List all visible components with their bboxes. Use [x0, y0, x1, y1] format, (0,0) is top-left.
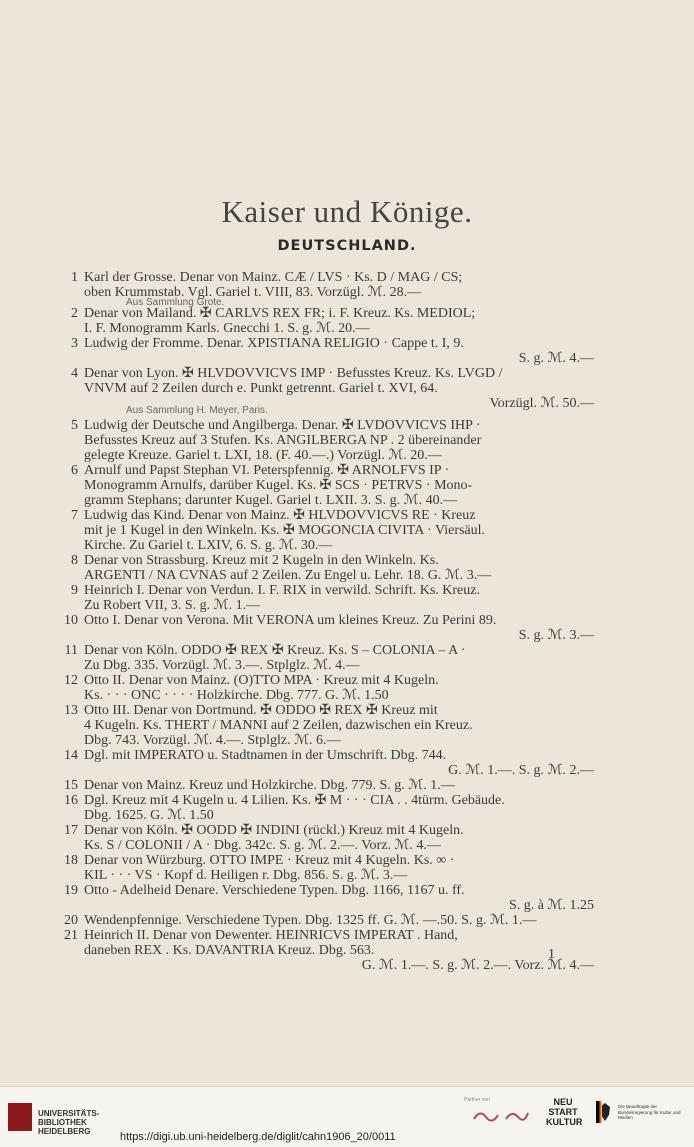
entry-text-line: S. g. ℳ. 3.—	[518, 628, 594, 643]
entry-number: 12	[64, 673, 78, 688]
entry-text-line: Otto III. Denar von Dortmund. ✠ ODDO ✠ REX ✠ Kreuz mit	[84, 703, 438, 718]
entry-text-line: Dbg. 743. Vorzügl. ℳ. 4.—. Stplglz. ℳ. 6.—	[84, 733, 341, 748]
entry-number: 3	[71, 336, 78, 351]
entry-text-line: Denar von Lyon. ✠ HLVDOVVICVS IMP · Befusstes Kreuz. Ks. LVGD /	[84, 366, 503, 381]
provenance-note: Aus Sammlung Grote.	[126, 297, 225, 308]
entry-text-line: Ludwig das Kind. Denar von Mainz. ✠ HLVDOVVICVS RE · Kreuz	[84, 508, 476, 523]
entry-text-line: Kirche. Zu Gariel t. LXIV, 6. S. g. ℳ. 30.—	[84, 538, 333, 553]
entry-number: 10	[64, 613, 78, 628]
entry-text-line: ARGENTI / NA CVNAS auf 2 Zeilen. Zu Engel u. Lehr. 18. G. ℳ. 3.—	[84, 568, 492, 583]
entry-text-line: Otto II. Denar von Mainz. (O)TTO MPA · Kreuz mit 4 Kugeln.	[84, 673, 439, 688]
entry-text-line: S. g. ℳ. 4.—	[518, 351, 594, 366]
entry-text-line: Denar von Mainz. Kreuz und Holzkirche. Dbg. 779. S. g. ℳ. 1.—	[84, 778, 455, 793]
entry-text-line: Karl der Grosse. Denar von Mainz. CÆ / LVS · Ks. D / MAG / CS;	[84, 270, 463, 285]
entry-text-line: 4 Kugeln. Ks. THERT / MANNI auf 2 Zeilen, dazwischen ein Kreuz.	[84, 718, 473, 733]
entry-number: 21	[64, 928, 78, 943]
provenance-note: Aus Sammlung H. Meyer, Paris.	[126, 405, 268, 416]
entry-text-line: Vorzügl. ℳ. 50.—	[489, 396, 594, 411]
footer-bar	[0, 1086, 694, 1147]
entry-text-line: Denar von Köln. ODDO ✠ REX ✠ Kreuz. Ks. S – COLONIA – A ·	[84, 643, 466, 658]
entry-number: 4	[71, 366, 78, 381]
entry-number: 1	[71, 270, 78, 285]
entry-text-line: Denar von Köln. ✠ OODD ✠ INDINI (rückl.) Kreuz mit 4 Kugeln.	[84, 823, 464, 838]
entry-text-line: Heinrich I. Denar von Verdun. I. F. RIX in verwild. Schrift. Ks. Kreuz.	[84, 583, 480, 598]
university-logo-icon	[8, 1103, 32, 1131]
entry-number: 11	[64, 643, 78, 658]
permalink-url[interactable]: https://digi.ub.uni-heidelberg.de/diglit/cahn1906_20/0011	[120, 1131, 396, 1143]
entry-text-line: KIL · · · VS · Kopf d. Heiligen r. Dbg. 856. S. g. ℳ. 3.—	[84, 868, 408, 883]
entry-number: 14	[64, 748, 78, 763]
entry-number: 13	[64, 703, 78, 718]
entry-text-line: oben Krummstab. Vgl. Gariel t. VIII, 83. Vorzügl. ℳ. 28.—	[84, 285, 422, 300]
entry-text-line: Arnulf und Papst Stephan VI. Peterspfennig. ✠ ARNOLFVS IP ·	[84, 463, 450, 478]
entry-text-line: Ks. S / COLONII / A · Dbg. 342c. S. g. ℳ. 2.—. Vorz. ℳ. 4.—	[84, 838, 441, 853]
entry-number: 9	[71, 583, 78, 598]
federal-eagle-icon	[596, 1101, 614, 1123]
entry-text-line: Wendenpfennige. Verschiedene Typen. Dbg. 1325 ff. G. ℳ. —.50. S. g. ℳ. 1.—	[84, 913, 537, 928]
entry-text-line: Denar von Mailand. ✠ CARLVS REX FR; i. F. Kreuz. Ks. MEDIOL;	[84, 306, 476, 321]
section-heading: DEUTSCHLAND.	[277, 238, 417, 254]
neustart-kultur-logo: NEU START KULTUR	[546, 1097, 583, 1127]
entry-text-line: G. ℳ. 1.—. S. g. ℳ. 2.—. Vorz. ℳ. 4.—	[361, 958, 594, 973]
entry-text-line: gelegte Kreuze. Gariel t. LXI, 18. (F. 40.—.) Vorzügl. ℳ. 20.—	[84, 448, 442, 463]
entry-text-line: mit je 1 Kugel in den Winkeln. Ks. ✠ MOGONCIA CIVITA · Viersäul.	[84, 523, 486, 538]
entry-text-line: Denar von Strassburg. Kreuz mit 2 Kugeln in den Winkeln. Ks.	[84, 553, 439, 568]
entry-number: 2	[71, 306, 78, 321]
entry-text-line: Monogramm Arnulfs, darüber Kugel. Ks. ✠ SCS · PETRVS · Mono-	[84, 478, 473, 493]
entry-number: 19	[64, 883, 78, 898]
entry-number: 16	[64, 793, 78, 808]
entry-text-line: Ks. · · · ONC · · · · Holzkirche. Dbg. 777. G. ℳ. 1.50	[84, 688, 389, 703]
entry-number: 8	[71, 553, 78, 568]
entry-text-line: Dbg. 1625. G. ℳ. 1.50	[84, 808, 214, 823]
entry-text-line: S. g. à ℳ. 1.25	[509, 898, 594, 913]
partner-logos-icon	[470, 1107, 530, 1123]
entry-text-line: VNVM auf 2 Zeilen durch e. Punkt getrennt. Gariel t. XVI, 64.	[84, 381, 438, 396]
entry-text-line: Ludwig der Deutsche und Angilberga. Denar. ✠ LVDOVVICVS IHP ·	[84, 418, 481, 433]
institution-name: UNIVERSITÄTS- BIBLIOTHEK HEIDELBERG	[38, 1109, 100, 1136]
entry-number: 18	[64, 853, 78, 868]
entry-text-line: Zu Dbg. 335. Vorzügl. ℳ. 3.—. Stplglz. ℳ. 4.—	[84, 658, 360, 673]
bkm-text: Die Beauftragte der Bundesregierung für Kultur und Medien	[618, 1104, 681, 1120]
entry-number: 6	[71, 463, 78, 478]
entry-number: 15	[64, 778, 78, 793]
entry-text-line: I. F. Monogramm Karls. Gnecchi 1. S. g. ℳ. 20.—	[84, 321, 370, 336]
entry-text-line: Otto - Adelheid Denare. Verschiedene Typen. Dbg. 1166, 1167 u. ff.	[84, 883, 465, 898]
entry-text-line: Heinrich II. Denar von Dewenter. HEINRICVS IMPERAT . Hand,	[84, 928, 458, 943]
entry-number: 17	[64, 823, 78, 838]
entry-number: 5	[71, 418, 78, 433]
entry-text-line: Ludwig der Fromme. Denar. XPISTIANA RELIGIO · Cappe t. I, 9.	[84, 336, 464, 351]
entry-text-line: G. ℳ. 1.—. S. g. ℳ. 2.—	[448, 763, 594, 778]
entry-text-line: Dgl. Kreuz mit 4 Kugeln u. 4 Lilien. Ks. ✠ M · · · CIA . . 4türm. Gebäude.	[84, 793, 505, 808]
partner-label: Partner von	[464, 1097, 490, 1103]
entry-text-line: Otto I. Denar von Verona. Mit VERONA um kleines Kreuz. Zu Perini 89.	[84, 613, 497, 628]
page-title: Kaiser und Könige.	[221, 194, 473, 229]
entry-text-line: Befusstes Kreuz auf 3 Stufen. Ks. ANGILBERGA NP . 2 übereinander	[84, 433, 482, 448]
entry-text-line: gramm Stephans; darunter Kugel. Gariel t. LXII. 3. S. g. ℳ. 40.—	[84, 493, 458, 508]
entry-number: 7	[71, 508, 78, 523]
entry-text-line: Zu Robert VII, 3. S. g. ℳ. 1.—	[84, 598, 261, 613]
entry-text-line: Dgl. mit IMPERATO u. Stadtnamen in der Umschrift. Dbg. 744.	[84, 748, 447, 763]
entry-text-line: daneben REX . Ks. DAVANTRIA Kreuz. Dbg. 563.	[84, 943, 375, 958]
page-number: 1	[548, 947, 555, 962]
entry-number: 20	[64, 913, 78, 928]
entry-text-line: Denar von Würzburg. OTTO IMPE · Kreuz mit 4 Kugeln. Ks. ∞ ·	[84, 853, 455, 868]
